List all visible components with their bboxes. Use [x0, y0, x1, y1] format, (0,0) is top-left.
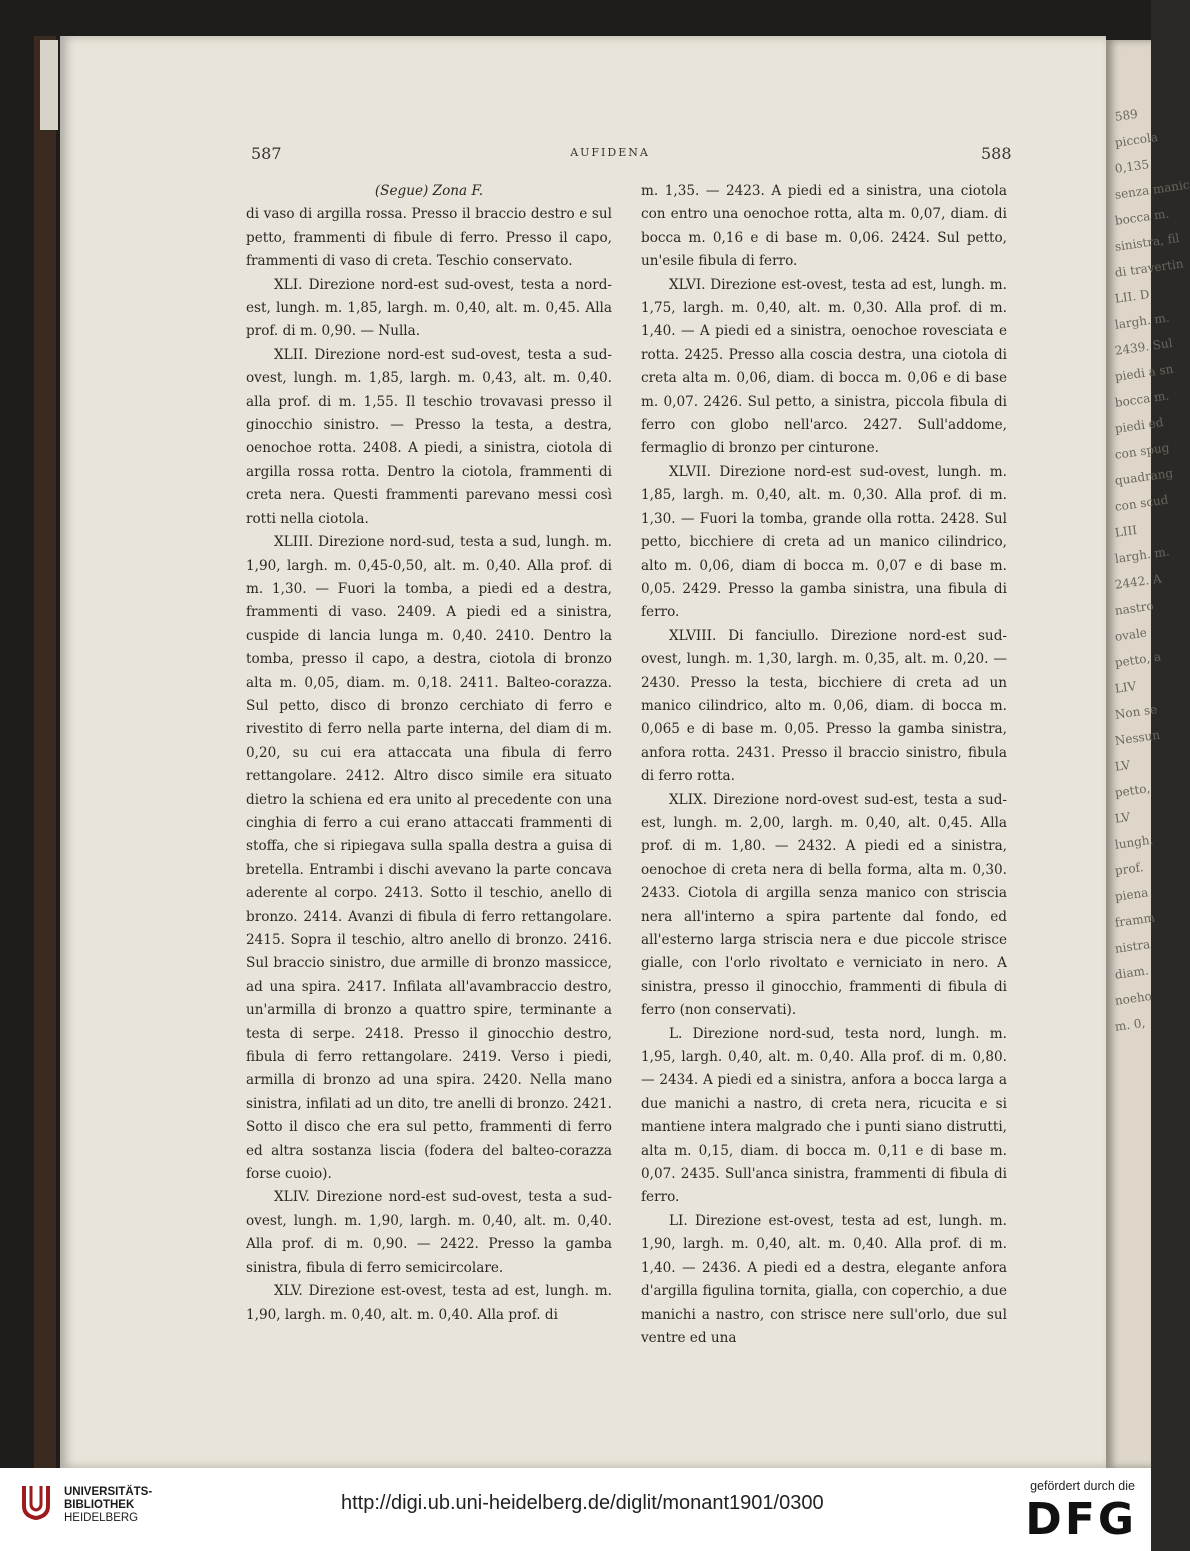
next-page-text-fragment: LV — [1114, 757, 1132, 774]
next-page-text-fragment: petto, a — [1114, 649, 1162, 670]
next-page-text-fragment: 2439. Sul — [1114, 335, 1174, 358]
next-page-text-fragment: 589 — [1114, 106, 1139, 124]
paragraph: di vaso di argilla rossa. Presso il braccio destro e sul petto, frammenti di fibule di ferro. Presso il capo, frammenti di vaso di creta. Teschio conservato. — [246, 206, 612, 270]
next-page-text-fragment: piccola — [1114, 129, 1159, 150]
paragraph: LI. Direzione est-ovest, testa ad est, lungh. m. 1,90, largh. m. 0,40, alt. m. 0,40. Alla prof. di m. 1,40. — 2436. A piedi ed a destra, elegante anfora d'argilla figulina tornita, gialla, con coperchio, a due manichi a nastro, con strisce nere sull'orlo, due sul ventre ed una — [641, 1212, 1007, 1346]
library-name-line: HEIDELBERG — [64, 1512, 139, 1524]
book-spine — [34, 36, 56, 1468]
next-page-edge — [1106, 40, 1190, 1468]
paragraph: XLIV. Direzione nord-est sud-ovest, testa a sud-ovest, lungh. m. 1,90, largh. m. 0,40, alt. m. 0,40. Alla prof. di m. 0,90. — 2422. Presso la gamba sinistra, fibula di ferro semicircolare. — [246, 1189, 612, 1276]
next-page-text-fragment: nistra — [1114, 937, 1152, 956]
paragraph: m. 1,35. — 2423. A piedi ed a sinistra, una ciotola con entro una oenochoe rotta, alta m. 0,07, diam. di bocca m. 0,16 e di base m. 0,06. 2424. Sul petto, un'esile fibula di ferro. — [641, 183, 1007, 270]
next-page-text-fragment: sinistra, fil — [1114, 230, 1181, 254]
next-page-text-fragment: senza manic — [1114, 177, 1190, 202]
next-page-text-fragment: ovale — [1114, 625, 1148, 644]
next-page-text-fragment: lungh. — [1114, 832, 1155, 852]
next-page-text-fragment: LII. D — [1114, 287, 1151, 306]
paragraph: XLIII. Direzione nord-sud, testa a sud, lungh. m. 1,90, largh. m. 0,45-0,50, alt. m. 0,40. Alla prof. di m. 1,30. — Fuori la tomba, a piedi ed a destra, frammenti di vaso. 2409. A piedi ed a sinistra, cuspide di lancia lunga m. 0,40. 2410. Dentro la tomba, presso il capo, a destra, ciotola di bronzo alta m. 0,05, diam. m. 0,18. 2411. Balteo-corazza. Sul petto, disco di bronzo cerchiato di ferro e rivestito di ferro nella parte interna, del diam di m. 0,20, su cui era attaccata una fibula di ferro rettangolare. 2412. Altro disco simile era situato dietro la schiena ed era unito al precedente con una cinghia di ferro a cui erano attaccati frammenti di stoffa, che si ripiegava sulla spalla destra a guisa di bretella. Entrambi i dischi avevano la parte concava aderente al corpo. 2413. Sotto il teschio, anello di bronzo. 2414. Avanzi di fibula di ferro rettangolare. 2415. Sopra il teschio, altro anello di bronzo. 2416. Sul braccio sinistro, due armille di bronzo massicce, ad una spira. 2417. Infilata all'avambraccio destro, un'armilla di bronzo a quattro spire, terminante a testa di serpe. 2418. Presso il ginocchio destro, fibula di ferro rettangolare. 2419. Verso i piedi, armilla di bronzo ad una spira. 2420. Nella mano sinistra, infilati ad un dito, tre anelli di bronzo. 2421. Sotto il disco che era sul petto, frammenti di ferro ed altra sostanza liscia (fodera del balteo-corazza forse cuoio). — [246, 534, 612, 1183]
next-page-text-fragment: LV — [1114, 809, 1132, 826]
paragraph: XLV. Direzione est-ovest, testa ad est, lungh. m. 1,90, largh. m. 0,40, alt. m. 0,40. Alla prof. di — [246, 1283, 612, 1323]
university-library-logo-icon — [20, 1484, 52, 1520]
next-page-text-fragment: framm — [1114, 910, 1156, 930]
next-page-text-fragment: bocca m. — [1114, 388, 1170, 410]
next-page-text-fragment: m. 0, — [1114, 1015, 1147, 1034]
library-name-line: BIBLIOTHEK — [64, 1499, 135, 1511]
next-page-text-fragment: petto, — [1114, 781, 1152, 800]
text-column-right — [641, 180, 1007, 1350]
next-page-text-fragment: piedi a sn — [1114, 361, 1175, 384]
paragraph: XLVII. Direzione nord-est sud-ovest, lungh. m. 1,85, largh. m. 0,40, alt. m. 0,30. Alla prof. di m. 1,30. — Fuori la tomba, grande olla rotta. 2428. Sul petto, bicchiere di creta ad un manico cilindrico, alto m. 0,06, diam di bocca m. 0,07 e di base m. 0,05. 2429. Presso la gamba sinistra, una fibula di ferro. — [641, 463, 1007, 621]
next-page-text-fragment: bocca m. — [1114, 206, 1170, 228]
next-page-text-fragment: piena — [1114, 885, 1150, 904]
paragraph: L. Direzione nord-sud, testa nord, lungh. m. 1,95, largh. 0,40, alt. m. 0,40. Alla prof. di m. 0,80. — 2434. A piedi ed a sinistra, anfora a bocca larga a due manichi a nastro, di creta nera, ricucita e si mantiene intera malgrado che i punti siano distrutti, alta m. 0,15, diam. di bocca m. 0,11 e di base m. 0,07. 2435. Sull'anca sinistra, frammenti di fibula di ferro. — [641, 1025, 1007, 1206]
paragraph: XLI. Direzione nord-est sud-ovest, testa a nord-est, lungh. m. 1,85, largh. m. 0,40, alt. m. 0,45. Alla prof. di m. 0,90. — Nulla. — [246, 276, 612, 340]
next-page-text-fragment: piedi ed — [1114, 415, 1165, 436]
next-page-text-fragment: con spug — [1114, 440, 1171, 462]
paragraph: XLIX. Direzione nord-ovest sud-est, testa a sud-est, lungh. m. 2,00, largh. m. 0,40, alt. 0,45. Alla prof. di m. 1,80. — 2432. A piedi ed a sinistra, oenochoe di creta nera di bella forma, alta m. 0,30. 2433. Ciotola di argilla senza manico con striscia nera all'interno a spira partente dal fondo, ed all'esterno larga striscia nera e due piccole strisce gialle, con l'orlo rivoltato e verniciato in nero. A sinistra, presso il ginocchio, frammenti di fibula di ferro (non conservati). — [641, 791, 1007, 1019]
next-page-text-fragment: LIII — [1114, 522, 1138, 540]
next-page-text-fragment: 0,135 — [1114, 157, 1150, 176]
next-page-text-fragment: noeho — [1114, 988, 1153, 1008]
next-page-text-fragment: nastro — [1114, 598, 1155, 618]
running-title: AUFIDENA — [570, 146, 650, 159]
next-page-text-fragment: Nessun — [1114, 727, 1161, 748]
permalink-url[interactable]: http://digi.ub.uni-heidelberg.de/diglit/monant1901/0300 — [341, 1492, 824, 1514]
next-page-text-fragment: largh. m. — [1114, 310, 1171, 332]
next-page-text-fragment: Non se — [1114, 702, 1159, 722]
next-page-text-fragment: LIV — [1114, 679, 1138, 696]
next-page-text-fragment: con scud — [1114, 492, 1170, 514]
dfg-logo: DFG — [1025, 1494, 1137, 1545]
page-number-left: 587 — [251, 144, 282, 163]
next-page-text-fragment: diam. — [1114, 963, 1150, 982]
next-page-text-fragment: 2442. A — [1114, 571, 1163, 592]
page-edge — [40, 40, 58, 130]
library-name-line: UNIVERSITÄTS- — [64, 1486, 153, 1498]
funding-label: gefördert durch die — [1030, 1479, 1135, 1493]
viewer-footer — [0, 1468, 1151, 1551]
next-page-text-fragment: quadrang — [1114, 465, 1174, 488]
university-library-name — [64, 1486, 152, 1525]
section-heading: (Segue) Zona F. — [374, 183, 484, 199]
next-page-text-fragment: largh. m. — [1114, 544, 1171, 566]
page-number-right: 588 — [981, 144, 1012, 163]
text-column-left — [246, 180, 612, 1327]
paragraph: XLII. Direzione nord-est sud-ovest, testa a sud-ovest, lungh. m. 1,85, largh. m. 0,43, alt. m. 0,40. alla prof. di m. 1,55. Il teschio trovavasi presso il ginocchio sinistro. — Presso la testa, a destra, oenochoe rotta. 2408. A piedi, a sinistra, ciotola di argilla rossa rotta. Dentro la ciotola, frammenti di creta nera. Questi frammenti parevano messi così rotti nella ciotola. — [246, 346, 612, 527]
paragraph: XLVIII. Di fanciullo. Direzione nord-est sud-ovest, lungh. m. 1,30, largh. m. 0,35, alt. m. 0,20. — 2430. Presso la testa, bicchiere di creta ad un manico cilindrico, alto m. 0,06, diam. di bocca m. 0,065 e di base m. 0,05. Presso la gamba sinistra, anfora rotta. 2431. Presso il braccio sinistro, fibula di ferro rotta. — [641, 627, 1007, 785]
paragraph: XLVI. Direzione est-ovest, testa ad est, lungh. m. 1,75, largh. m. 0,40, alt. m. 0,30. Alla prof. di m. 1,40. — A piedi ed a sinistra, oenochoe rovesciata e rotta. 2425. Presso alla coscia destra, una ciotola di creta alta m. 0,06, diam. di bocca m. 0,06 e di base m. 0,07. 2426. Sul petto, a sinistra, piccola fibula di ferro con globo nell'arco. 2427. Sull'addome, fermaglio di bronzo per cinturone. — [641, 276, 1007, 457]
next-page-text-fragment: di travertin — [1114, 256, 1185, 280]
next-page-text-fragment: prof. — [1114, 860, 1145, 878]
